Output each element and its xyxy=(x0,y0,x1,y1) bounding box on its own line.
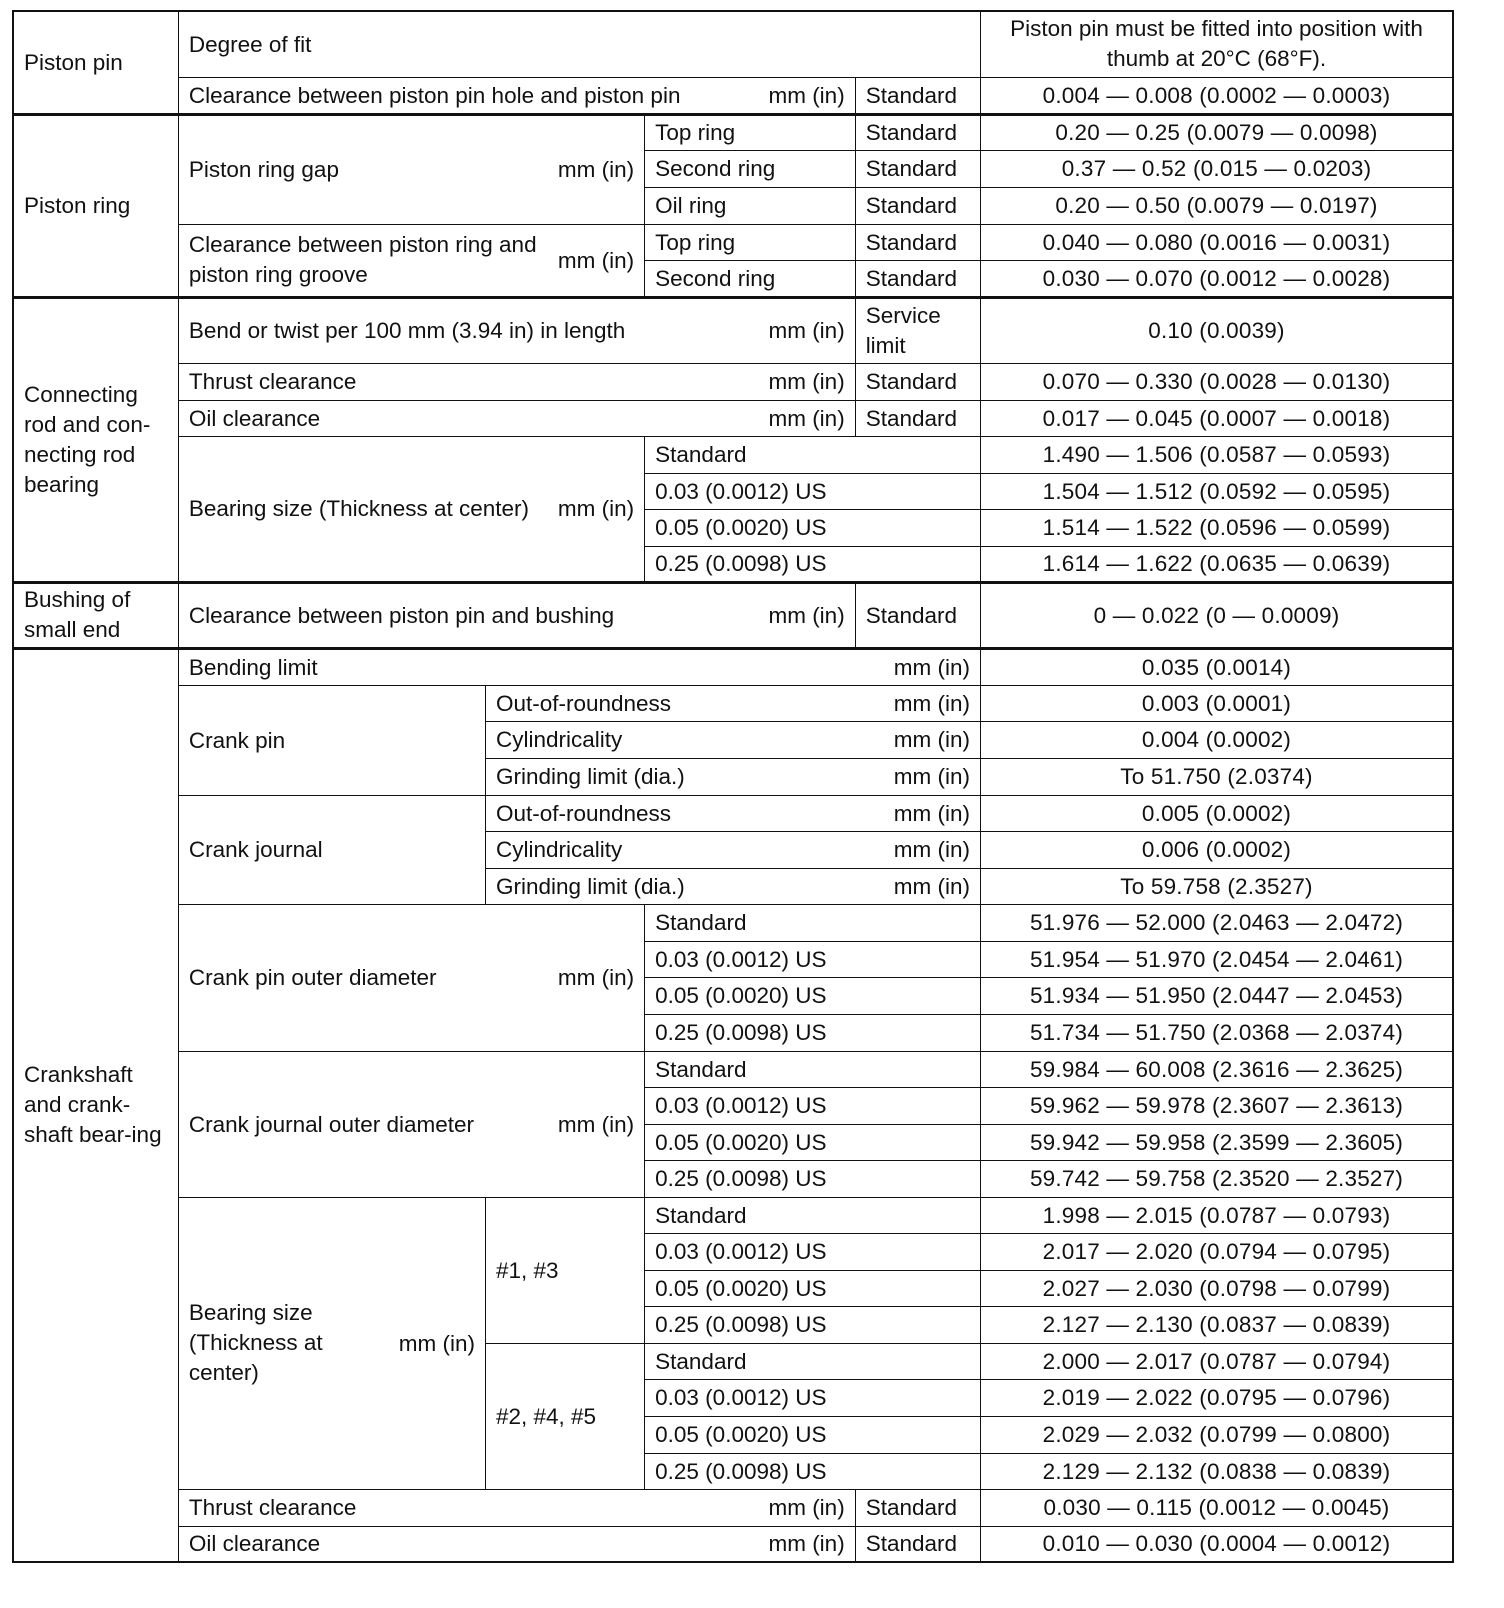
ring-groove-label-cell xyxy=(178,224,644,297)
rod-thrust-type: Standard xyxy=(855,363,980,400)
bushing-value: 0 — 0.022 (0 — 0.0009) xyxy=(981,582,1454,648)
table-row xyxy=(13,297,1453,363)
bending-value: 0.035 (0.0014) xyxy=(981,648,1454,685)
rod-bearing-size-0: Standard xyxy=(645,436,981,473)
journal-od-size-1: 0.03 (0.0012) US xyxy=(645,1087,981,1124)
table-row xyxy=(13,1489,1453,1526)
bending-unit: mm (in) xyxy=(893,654,970,680)
crank-oil-value: 0.010 — 0.030 (0.0004 — 0.0012) xyxy=(981,1526,1454,1562)
ring-gap-unit: mm (in) xyxy=(557,157,635,182)
pin-clearance-label: Clearance between piston pin hole and piston pin xyxy=(188,82,681,108)
ring-gap-label-cell xyxy=(178,114,644,224)
journal-od-label-cell xyxy=(178,1051,644,1197)
bearing-a-value-2: 2.027 — 2.030 (0.0798 — 0.0799) xyxy=(981,1270,1454,1306)
journal-od-value-2: 59.942 — 59.958 (2.3599 — 2.3605) xyxy=(981,1124,1454,1160)
bearing-a-size-1: 0.03 (0.0012) US xyxy=(645,1233,981,1270)
crank-thrust-value: 0.030 — 0.115 (0.0012 — 0.0045) xyxy=(981,1489,1454,1526)
crank-pin-item-cell-2 xyxy=(485,758,980,795)
pin-od-value-3: 51.734 — 51.750 (2.0368 — 2.0374) xyxy=(981,1014,1454,1051)
ring-groove-ring-0: Top ring xyxy=(645,224,856,260)
ring-gap-type-2: Standard xyxy=(855,187,980,224)
ring-groove-value-0: 0.040 — 0.080 (0.0016 — 0.0031) xyxy=(981,224,1454,260)
rod-bend-type: Service limit xyxy=(855,297,980,363)
category-bushing: Bushing of small end xyxy=(13,582,178,648)
table-row xyxy=(13,224,1453,260)
pin-od-unit: mm (in) xyxy=(557,965,635,990)
ring-gap-ring-1: Second ring xyxy=(645,150,856,187)
crank-journal-item-0: Out-of-roundness xyxy=(495,800,672,826)
crank-bearing-label: Bearing size (Thickness at center) xyxy=(188,1300,323,1385)
crank-thrust-label-cell xyxy=(178,1489,855,1526)
crank-oil-label: Oil clearance xyxy=(188,1531,321,1557)
ring-gap-value-1: 0.37 — 0.52 (0.015 — 0.0203) xyxy=(981,150,1454,187)
bearing-a-size-2: 0.05 (0.0020) US xyxy=(645,1270,981,1306)
rod-bearing-value-1: 1.504 — 1.512 (0.0592 — 0.0595) xyxy=(981,473,1454,509)
ring-groove-type-1: Standard xyxy=(855,260,980,297)
category-connecting-rod: Connecting rod and con-necting rod bearing xyxy=(13,297,178,582)
crank-journal-item-1: Cylindricality xyxy=(495,837,623,862)
crank-journal-item-cell-1 xyxy=(485,831,980,868)
bushing-unit: mm (in) xyxy=(768,602,845,628)
bending-label: Bending limit xyxy=(188,654,318,680)
crank-pin-unit-1: mm (in) xyxy=(893,727,970,752)
rod-bend-value: 0.10 (0.0039) xyxy=(981,297,1454,363)
rod-bearing-value-2: 1.514 — 1.522 (0.0596 — 0.0599) xyxy=(981,509,1454,546)
bushing-label: Clearance between piston pin and bushing xyxy=(188,602,615,628)
pin-od-label: Crank pin outer diameter xyxy=(188,965,437,990)
crank-pin-item-cell-0 xyxy=(485,685,980,721)
bushing-type: Standard xyxy=(855,582,980,648)
table-row xyxy=(13,436,1453,473)
category-crankshaft: Crankshaft and crank-shaft bear-ing xyxy=(13,648,178,1562)
crank-oil-label-cell xyxy=(178,1526,855,1562)
pin-od-label-cell xyxy=(178,904,644,1051)
pin-clearance-type: Standard xyxy=(855,77,980,114)
crank-journal-value-1: 0.006 (0.0002) xyxy=(981,831,1454,868)
crank-journal-unit-2: mm (in) xyxy=(893,873,970,899)
crank-pin-item-1: Cylindricality xyxy=(495,727,623,752)
crank-journal-value-0: 0.005 (0.0002) xyxy=(981,795,1454,831)
engine-spec-table xyxy=(12,10,1454,1563)
pin-clearance-label-cell xyxy=(178,77,855,114)
table-row xyxy=(13,363,1453,400)
pin-od-size-3: 0.25 (0.0098) US xyxy=(645,1014,981,1051)
crank-oil-type: Standard xyxy=(855,1526,980,1562)
degree-of-fit-value: Piston pin must be fitted into position with thumb at 20°C (68°F). xyxy=(981,11,1454,77)
table-row xyxy=(13,11,1453,77)
bending-label-cell xyxy=(178,648,980,685)
crank-journal-item-cell-0 xyxy=(485,795,980,831)
ring-gap-label: Piston ring gap xyxy=(188,157,339,182)
ring-gap-value-0: 0.20 — 0.25 (0.0079 — 0.0098) xyxy=(981,114,1454,150)
table-row xyxy=(13,904,1453,941)
rod-bearing-unit: mm (in) xyxy=(557,496,635,521)
table-row xyxy=(13,400,1453,436)
rod-thrust-label-cell xyxy=(178,363,855,400)
ring-gap-value-2: 0.20 — 0.50 (0.0079 — 0.0197) xyxy=(981,187,1454,224)
bearing-a-value-0: 1.998 — 2.015 (0.0787 — 0.0793) xyxy=(981,1197,1454,1233)
bearing-b-value-0: 2.000 — 2.017 (0.0787 — 0.0794) xyxy=(981,1343,1454,1379)
crank-thrust-type: Standard xyxy=(855,1489,980,1526)
journal-od-unit: mm (in) xyxy=(557,1111,635,1137)
crank-pin-value-2: To 51.750 (2.0374) xyxy=(981,758,1454,795)
crank-journal-value-2: To 59.758 (2.3527) xyxy=(981,868,1454,904)
table-row xyxy=(13,648,1453,685)
crank-pin-unit-2: mm (in) xyxy=(893,764,970,789)
rod-bearing-value-0: 1.490 — 1.506 (0.0587 — 0.0593) xyxy=(981,436,1454,473)
rod-bend-unit: mm (in) xyxy=(768,318,845,343)
crank-thrust-unit: mm (in) xyxy=(768,1495,845,1520)
pin-od-size-2: 0.05 (0.0020) US xyxy=(645,977,981,1014)
bearing-b-size-3: 0.25 (0.0098) US xyxy=(645,1453,981,1489)
crank-pin-value-0: 0.003 (0.0001) xyxy=(981,685,1454,721)
crank-pin-item-cell-1 xyxy=(485,721,980,758)
crank-journal-item-2: Grinding limit (dia.) xyxy=(495,873,685,899)
crank-pin-unit-0: mm (in) xyxy=(893,690,970,716)
ring-gap-type-0: Standard xyxy=(855,114,980,150)
pin-od-size-0: Standard xyxy=(645,904,981,941)
bearing-b-size-2: 0.05 (0.0020) US xyxy=(645,1416,981,1453)
pin-od-value-1: 51.954 — 51.970 (2.0454 — 2.0461) xyxy=(981,941,1454,977)
journal-od-label: Crank journal outer diameter xyxy=(188,1111,474,1137)
table-row xyxy=(13,582,1453,648)
bearing-a-size-3: 0.25 (0.0098) US xyxy=(645,1306,981,1343)
category-piston-pin: Piston pin xyxy=(13,11,178,114)
rod-thrust-value: 0.070 — 0.330 (0.0028 — 0.0130) xyxy=(981,363,1454,400)
ring-groove-type-0: Standard xyxy=(855,224,980,260)
rod-bearing-size-3: 0.25 (0.0098) US xyxy=(645,546,981,582)
rod-oil-unit: mm (in) xyxy=(768,405,845,431)
table-row xyxy=(13,1526,1453,1562)
journal-od-size-3: 0.25 (0.0098) US xyxy=(645,1160,981,1197)
pin-clearance-unit: mm (in) xyxy=(768,82,845,108)
table-row xyxy=(13,114,1453,150)
rod-bend-label: Bend or twist per 100 mm (3.94 in) in length xyxy=(188,318,626,343)
category-piston-ring: Piston ring xyxy=(13,114,178,297)
bearing-a-value-3: 2.127 — 2.130 (0.0837 — 0.0839) xyxy=(981,1306,1454,1343)
journal-od-value-3: 59.742 — 59.758 (2.3520 — 2.3527) xyxy=(981,1160,1454,1197)
bearing-a-size-0: Standard xyxy=(645,1197,981,1233)
bearing-b-size-0: Standard xyxy=(645,1343,981,1379)
bearing-group-b: #2, #4, #5 xyxy=(485,1343,644,1489)
pin-od-size-1: 0.03 (0.0012) US xyxy=(645,941,981,977)
bushing-label-cell xyxy=(178,582,855,648)
bearing-b-value-1: 2.019 — 2.022 (0.0795 — 0.0796) xyxy=(981,1379,1454,1416)
crank-journal-unit-0: mm (in) xyxy=(893,800,970,826)
pin-od-value-0: 51.976 — 52.000 (2.0463 — 2.0472) xyxy=(981,904,1454,941)
rod-oil-value: 0.017 — 0.045 (0.0007 — 0.0018) xyxy=(981,400,1454,436)
table-row xyxy=(13,685,1453,721)
table-row xyxy=(13,795,1453,831)
crank-pin-value-1: 0.004 (0.0002) xyxy=(981,721,1454,758)
crank-bearing-label-cell xyxy=(178,1197,485,1489)
journal-od-size-0: Standard xyxy=(645,1051,981,1087)
rod-thrust-unit: mm (in) xyxy=(768,369,845,394)
crank-bearing-unit: mm (in) xyxy=(398,1330,475,1356)
crank-thrust-label: Thrust clearance xyxy=(188,1495,357,1520)
table-row xyxy=(13,1051,1453,1087)
bearing-b-value-3: 2.129 — 2.132 (0.0838 — 0.0839) xyxy=(981,1453,1454,1489)
crank-oil-unit: mm (in) xyxy=(768,1531,845,1557)
journal-od-value-0: 59.984 — 60.008 (2.3616 — 2.3625) xyxy=(981,1051,1454,1087)
ring-gap-ring-0: Top ring xyxy=(645,114,856,150)
rod-bearing-size-2: 0.05 (0.0020) US xyxy=(645,509,981,546)
degree-of-fit-label: Degree of fit xyxy=(178,11,980,77)
ring-groove-value-1: 0.030 — 0.070 (0.0012 — 0.0028) xyxy=(981,260,1454,297)
crank-pin-item-2: Grinding limit (dia.) xyxy=(495,764,685,789)
spec-page xyxy=(12,10,1454,1598)
rod-oil-label-cell xyxy=(178,400,855,436)
rod-oil-type: Standard xyxy=(855,400,980,436)
rod-bend-label-cell xyxy=(178,297,855,363)
bearing-group-a: #1, #3 xyxy=(485,1197,644,1343)
crank-pin-label: Crank pin xyxy=(178,685,485,795)
rod-thrust-label: Thrust clearance xyxy=(188,369,357,394)
rod-oil-label: Oil clearance xyxy=(188,405,321,431)
crank-journal-item-cell-2 xyxy=(485,868,980,904)
bearing-b-value-2: 2.029 — 2.032 (0.0799 — 0.0800) xyxy=(981,1416,1454,1453)
journal-od-size-2: 0.05 (0.0020) US xyxy=(645,1124,981,1160)
journal-od-value-1: 59.962 — 59.978 (2.3607 — 2.3613) xyxy=(981,1087,1454,1124)
ring-groove-label: Clearance between piston ring and piston ring groove xyxy=(188,232,537,287)
crank-journal-unit-1: mm (in) xyxy=(893,837,970,862)
ring-groove-ring-1: Second ring xyxy=(645,260,856,297)
crank-pin-item-0: Out-of-roundness xyxy=(495,690,672,716)
rod-bearing-value-3: 1.614 — 1.622 (0.0635 — 0.0639) xyxy=(981,546,1454,582)
ring-gap-type-1: Standard xyxy=(855,150,980,187)
table-row xyxy=(13,1197,1453,1233)
ring-groove-unit: mm (in) xyxy=(557,247,635,273)
pin-od-value-2: 51.934 — 51.950 (2.0447 — 2.0453) xyxy=(981,977,1454,1014)
rod-bearing-size-1: 0.03 (0.0012) US xyxy=(645,473,981,509)
table-row xyxy=(13,77,1453,114)
bearing-b-size-1: 0.03 (0.0012) US xyxy=(645,1379,981,1416)
crank-journal-label: Crank journal xyxy=(178,795,485,904)
pin-clearance-value: 0.004 — 0.008 (0.0002 — 0.0003) xyxy=(981,77,1454,114)
rod-bearing-label-cell xyxy=(178,436,644,582)
bearing-a-value-1: 2.017 — 2.020 (0.0794 — 0.0795) xyxy=(981,1233,1454,1270)
ring-gap-ring-2: Oil ring xyxy=(645,187,856,224)
rod-bearing-label: Bearing size (Thickness at center) xyxy=(188,495,529,521)
